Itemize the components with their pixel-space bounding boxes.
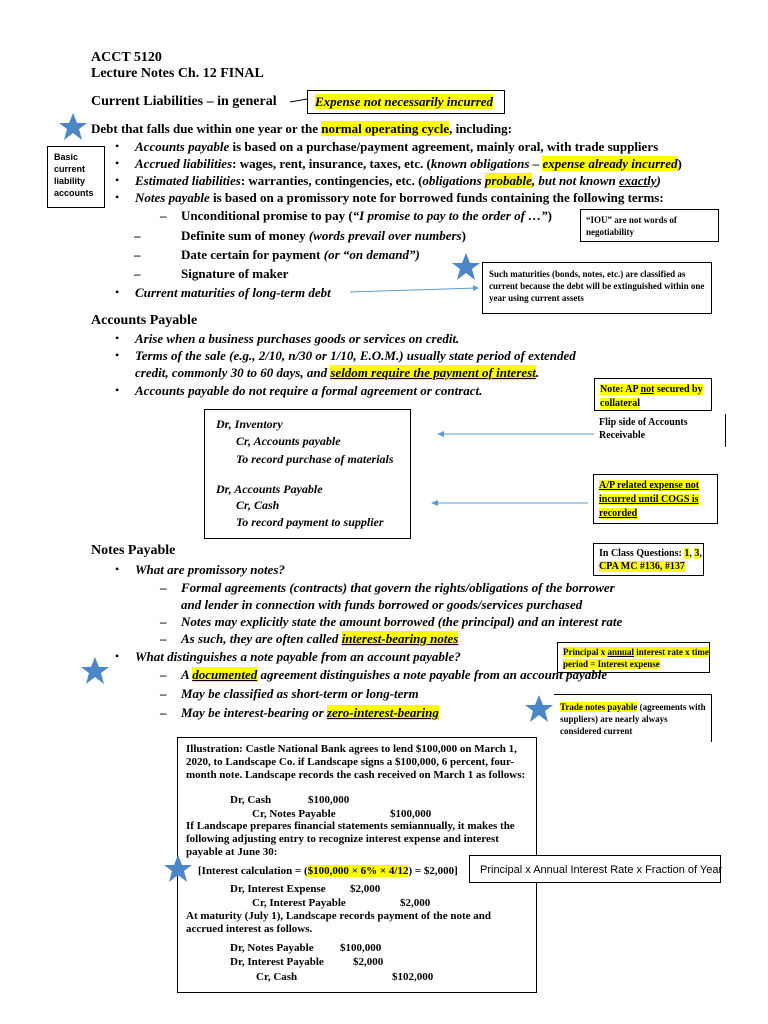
- interest-formula-text: Principal x Annual Interest Rate x Fraction of Year: [480, 864, 723, 876]
- ap-journal-entries-box: [204, 409, 411, 539]
- illustration-paragraph-1: Illustration: Castle National Bank agrees to lend $100,000 on March 1, 2020, to Landscape Co. if Landscape signs a $100,000, 6 percent, four-month note. Landscape records the cash received on March 1 as follows:: [186, 743, 526, 781]
- np-formal-agreements: Formal agreements (contracts) that govern the rights/obligations of the borrower: [181, 580, 615, 595]
- section-heading-notes-payable: Notes Payable: [91, 543, 176, 558]
- entry3-debit-notes-amount: $100,000: [340, 942, 382, 954]
- entry2-credit-amount: $2,000: [400, 897, 431, 909]
- ap-bullet-arise: Arise when a business purchases goods or services on credit.: [135, 331, 460, 346]
- term-definite-sum: Definite sum of money (words prevail over numbers): [181, 228, 466, 243]
- entry1-debit-amount: $100,000: [308, 794, 350, 806]
- star-icon: [80, 656, 110, 686]
- callout-text: Expense not necessarily incurred: [315, 94, 494, 109]
- np-formal-agreements-cont: and lender in connection with funds borrowed or goods/services purchased: [181, 597, 583, 612]
- np-short-long-term: May be classified as short-term or long-term: [181, 686, 419, 701]
- entry2-debit-amount: $2,000: [350, 883, 381, 895]
- accrued-line: Accrued liabilities: wages, rent, insurance, taxes, etc. (known obligations – expense already incurred): [135, 156, 682, 171]
- je2-credit: Cr, Cash: [236, 498, 280, 512]
- section-heading-current-liabilities: Current Liabilities – in general: [91, 94, 277, 109]
- callout-expense-not-incurred: [307, 90, 505, 114]
- bullet-icon: •: [115, 383, 120, 397]
- entry2-credit: Cr, Interest Payable: [252, 897, 346, 909]
- star-icon: [163, 854, 193, 884]
- bullet-icon: •: [115, 156, 120, 170]
- star-icon: [524, 694, 554, 724]
- ap-bullet-agreement: Accounts payable do not require a formal agreement or contract.: [135, 383, 483, 398]
- ap-line: Accounts payable is based on a purchase/payment agreement, mainly oral, with trade suppliers: [135, 139, 659, 154]
- star-icon: [58, 112, 88, 142]
- bullet-icon: •: [115, 348, 120, 362]
- debt-intro: Debt that falls due within one year or the normal operating cycle, including:: [91, 121, 512, 136]
- interest-formula-box: [469, 855, 721, 883]
- np-interest-bearing: As such, they are often called interest-bearing notes: [181, 631, 459, 646]
- course-code: ACCT 5120: [91, 50, 162, 65]
- entry1-credit: Cr, Notes Payable: [252, 808, 336, 820]
- je2-debit: Dr, Accounts Payable: [216, 482, 323, 496]
- entry1-debit: Dr, Cash: [230, 794, 272, 806]
- je2-description: To record payment to supplier: [236, 515, 384, 529]
- notes-payable-line: Notes payable is based on a promissory note for borrowed funds containing the following terms:: [135, 190, 664, 205]
- illustration-paragraph-2: If Landscape prepares financial statements semiannually, it makes the following adjusting entry to recognize interest expense and interest payable at June 30:: [186, 820, 515, 858]
- section-heading-accounts-payable: Accounts Payable: [91, 313, 198, 328]
- np-question-promissory: What are promissory notes?: [135, 562, 285, 577]
- ap-bullet-terms-cont: credit, commonly 30 to 60 days, and seldom require the payment of interest.: [135, 365, 540, 380]
- interest-calculation: [Interest calculation = ($100,000 × 6% × 4/12) = $2,000]: [198, 865, 458, 877]
- np-explicit-principal: Notes may explicitly state the amount borrowed (the principal) and an interest rate: [181, 614, 623, 629]
- bullet-icon: •: [115, 173, 120, 187]
- np-zero-interest: May be interest-bearing or zero-interest-bearing: [181, 705, 439, 720]
- entry3-debit-interest: Dr, Interest Payable: [230, 956, 324, 968]
- trade-notes-note: Trade notes payable (agreements with suppliers) are nearly always considered current: [554, 694, 712, 742]
- arrow-icon: [436, 429, 596, 439]
- je1-description: To record purchase of materials: [236, 452, 394, 466]
- je1-debit: Dr, Inventory: [216, 417, 283, 431]
- bullet-icon: •: [115, 139, 120, 153]
- ap-collateral-note: Note: AP not secured by collateral: [594, 378, 712, 411]
- in-class-questions-box: In Class Questions: 1, 3, CPA MC #136, #137: [593, 543, 704, 576]
- np-question-distinguish: What distinguishes a note payable from an account payable?: [135, 649, 461, 664]
- star-icon: [451, 252, 481, 282]
- arrow-icon: [350, 284, 485, 296]
- iou-note-box: “IOU” are not words of negotiability: [580, 209, 719, 242]
- term-signature: Signature of maker: [181, 266, 289, 281]
- bullet-icon: •: [115, 331, 120, 345]
- bullet-icon: •: [115, 562, 120, 576]
- estimated-line: Estimated liabilities: warranties, contingencies, etc. (obligations probable, but not known exactly): [135, 173, 661, 188]
- term-unconditional: Unconditional promise to pay (“I promise to pay to the order of …”): [181, 208, 553, 223]
- document-subtitle: Lecture Notes Ch. 12 FINAL: [91, 66, 264, 81]
- current-maturities-note-box: Such maturities (bonds, notes, etc.) are classified as current because the debt will be extinguished within one year using current assets: [482, 262, 712, 314]
- callout-arrow: [290, 96, 310, 106]
- bullet-icon: •: [115, 285, 120, 299]
- ap-bullet-terms: Terms of the sale (e.g., 2/10, n/30 or 1/10, E.O.M.) usually state period of extended: [135, 348, 576, 363]
- np-documented: A documented agreement distinguishes a note payable from an account payable: [181, 667, 608, 682]
- entry1-credit-amount: $100,000: [390, 808, 432, 820]
- entry3-debit-notes: Dr, Notes Payable: [230, 942, 314, 954]
- bullet-icon: •: [115, 190, 120, 204]
- entry3-debit-interest-amount: $2,000: [353, 956, 384, 968]
- current-maturities-line: Current maturities of long-term debt: [135, 285, 331, 300]
- interest-formula-note: Principal x annual interest rate x time period = Interest expense: [557, 642, 710, 673]
- bullet-icon: •: [115, 649, 120, 663]
- term-date-certain: Date certain for payment (or “on demand”): [181, 247, 420, 262]
- arrow-icon: [430, 498, 590, 508]
- entry3-credit: Cr, Cash: [256, 971, 298, 983]
- entry3-credit-amount: $102,000: [392, 971, 434, 983]
- entry2-debit: Dr, Interest Expense: [230, 883, 326, 895]
- illustration-paragraph-3: At maturity (July 1), Landscape records payment of the note and accrued interest as follows.: [186, 910, 492, 935]
- ap-cogs-note: A/P related expense not incurred until COGS is recorded: [593, 474, 718, 524]
- basic-accounts-box: Basic current liability accounts: [47, 146, 105, 208]
- flip-side-note: Flip side of Accounts Receivable: [596, 414, 726, 447]
- je1-credit: Cr, Accounts payable: [236, 434, 341, 448]
